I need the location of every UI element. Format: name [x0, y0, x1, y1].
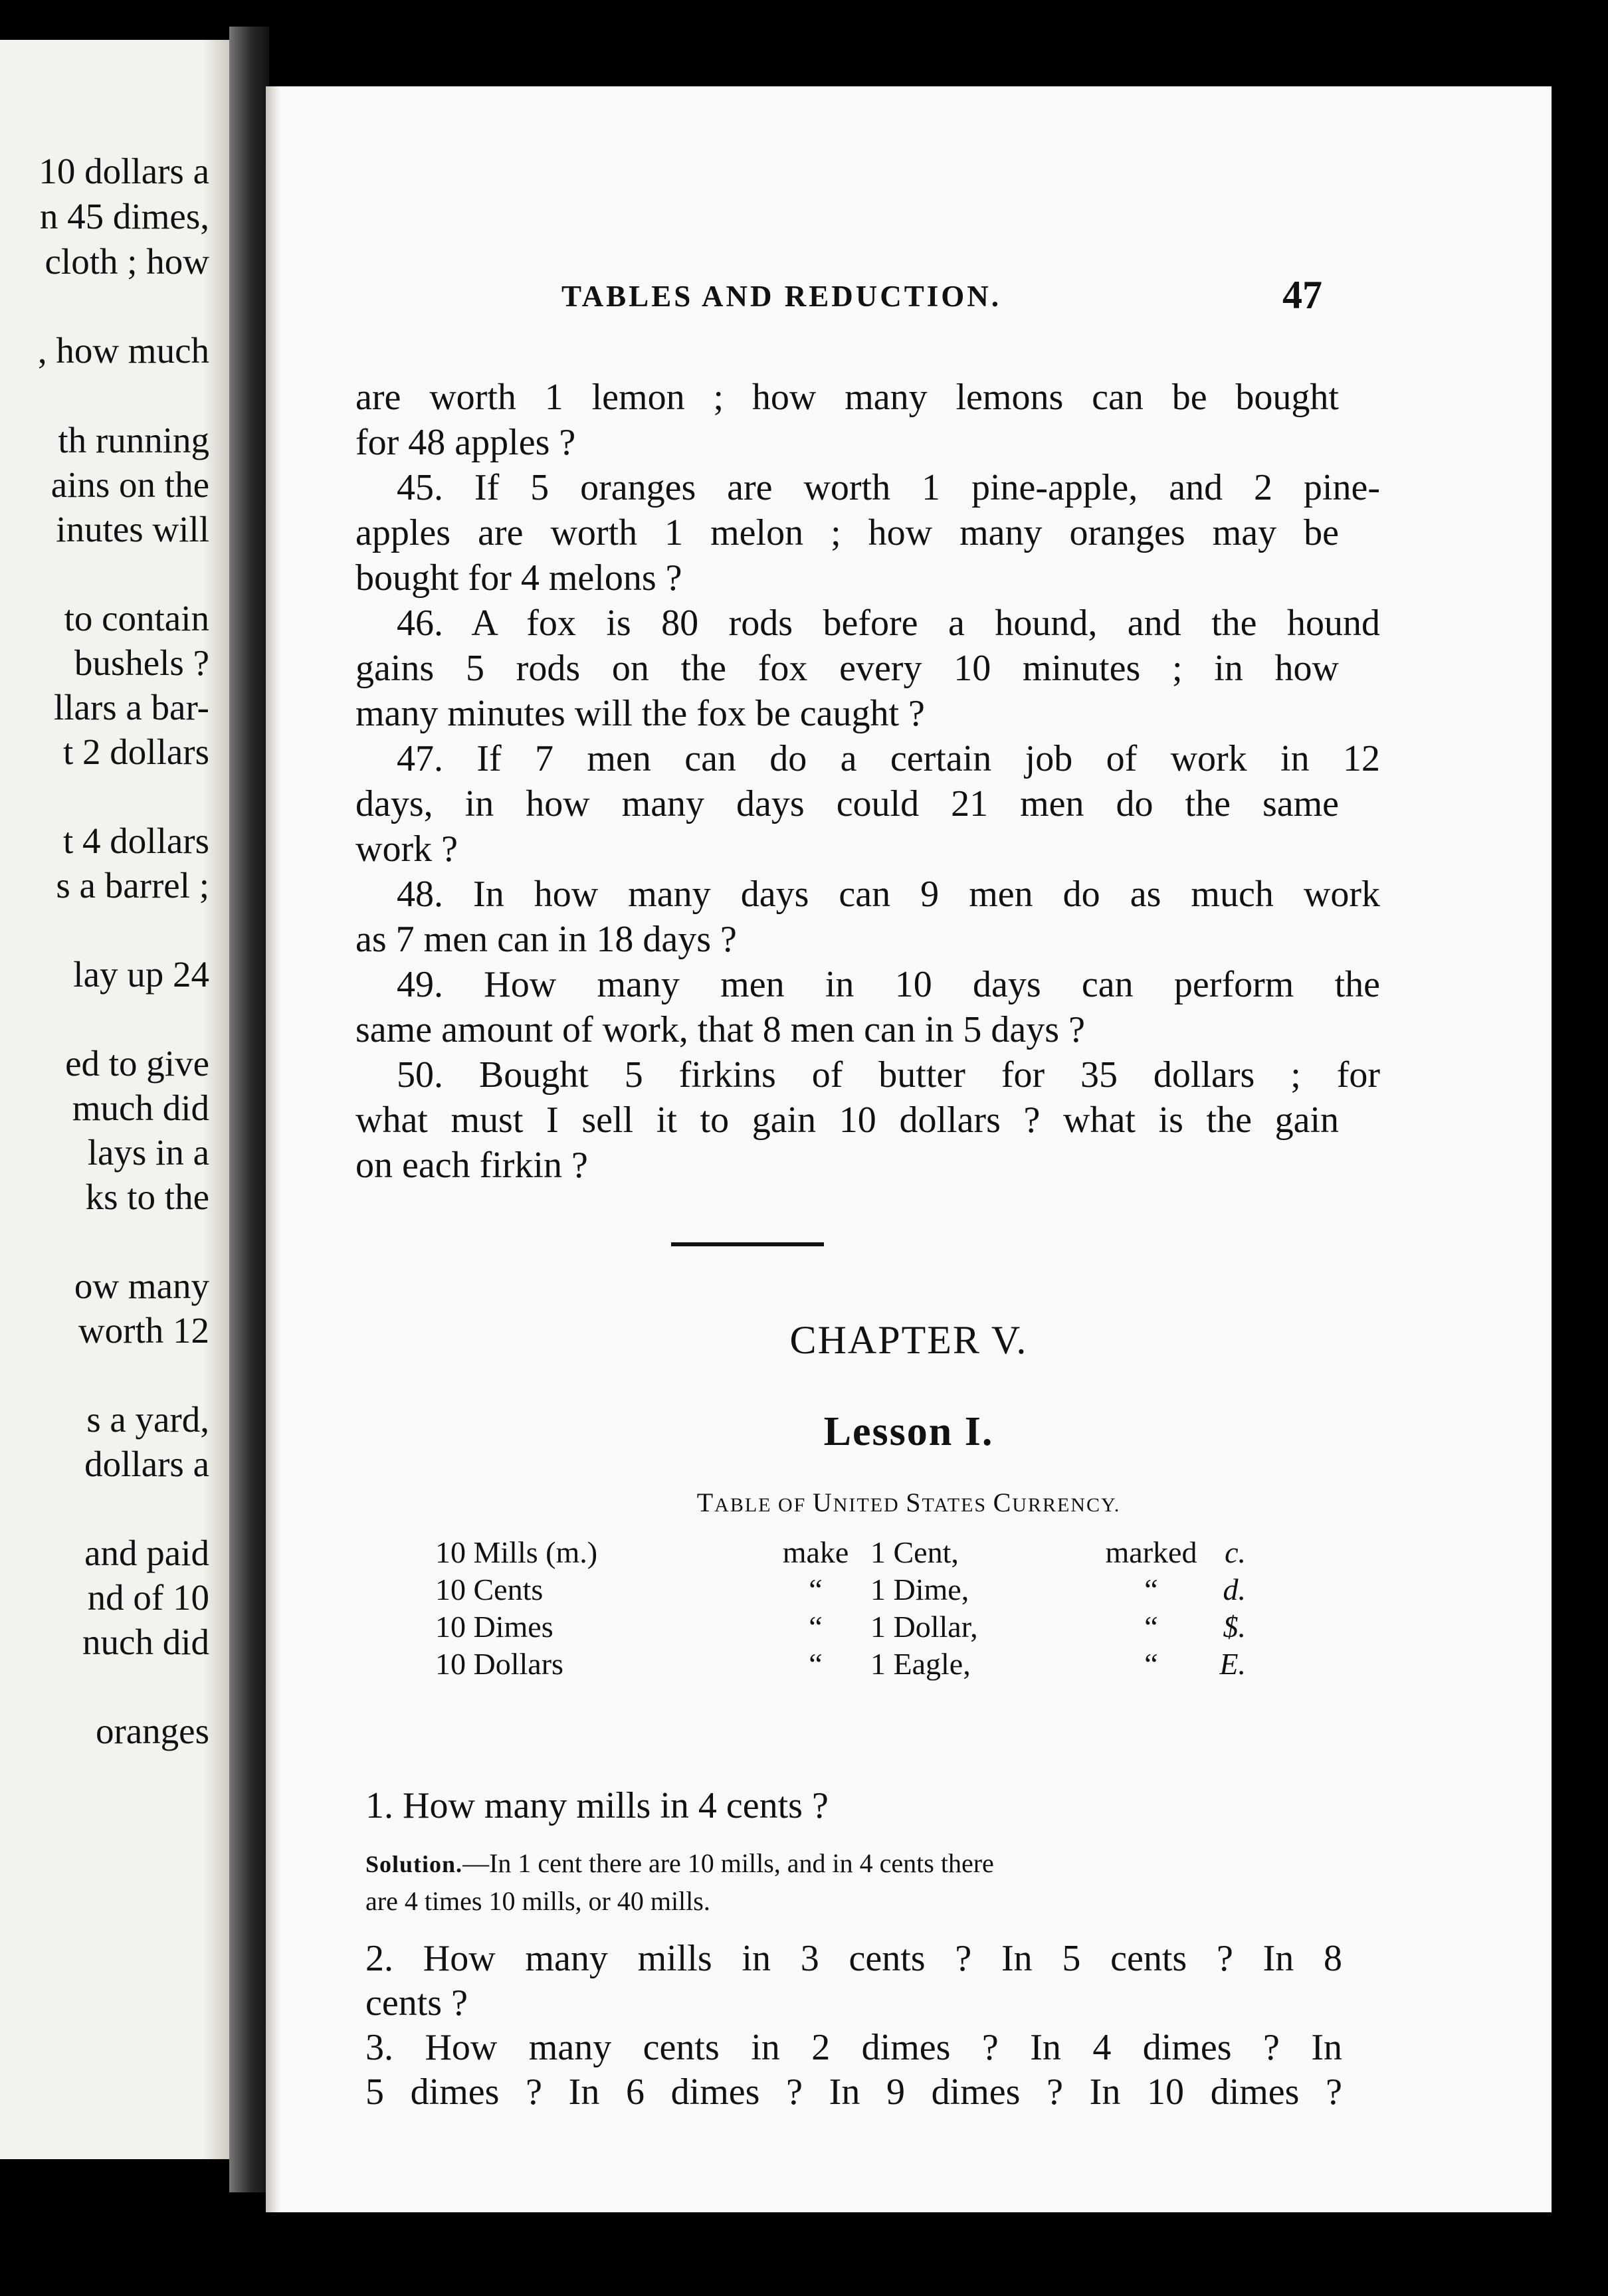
problem-line: are worth 1 lemon ; how many lemons can be bought [355, 377, 1339, 418]
currency-row [435, 1535, 1246, 1572]
exercise-question: 1. How many mills in 4 cents ? [365, 1785, 829, 1826]
problem-line: gains 5 rods on the fox every 10 minutes ; in how [355, 648, 1339, 689]
currency-row [435, 1609, 1246, 1646]
left-page-line: lay up 24 [73, 954, 209, 995]
left-page-line: t 2 dollars [63, 731, 209, 772]
problem-line: 47. If 7 men can do a certain job of work in 12 [397, 738, 1380, 779]
problem-line: work ? [355, 828, 458, 870]
currency-symbol: E. [1219, 1647, 1246, 1681]
currency-row [435, 1572, 1246, 1609]
exercise-question: 2. How many mills in 3 cents ? In 5 cents ? In 8 [365, 1938, 1342, 1979]
table-caption [266, 1487, 1552, 1518]
problem-line: 50. Bought 5 firkins of butter for 35 dollars ; for [397, 1054, 1380, 1096]
previous-page-fragment [0, 40, 229, 2159]
solution-label: Solution. [365, 1851, 463, 1877]
left-page-line: much did [72, 1088, 209, 1128]
page-edge-shadow [266, 86, 280, 2212]
left-page-line: inutes will [56, 509, 209, 549]
currency-equivalent: 1 Dollar, [870, 1610, 978, 1644]
solution-line: are 4 times 10 mills, or 40 mills. [365, 1886, 710, 1916]
problem-line: 46. A fox is 80 rods before a hound, and the hound [397, 603, 1380, 644]
left-page-line: to contain [64, 598, 209, 638]
left-page-line: s a yard, [86, 1399, 209, 1440]
page-number: 47 [1282, 273, 1322, 317]
left-page-line: cloth ; how [45, 241, 209, 282]
caption-smallcaps: URRENCY. [1012, 1494, 1121, 1516]
book-spine-shadow [229, 27, 269, 2192]
currency-equivalent: 1 Cent, [870, 1535, 959, 1569]
book-page [266, 86, 1552, 2212]
currency-amount: 10 Dimes [435, 1610, 553, 1644]
lesson-heading: Lesson I. [823, 1409, 994, 1454]
currency-verb: “ [809, 1647, 823, 1681]
left-page-line: nd of 10 [87, 1577, 209, 1618]
currency-symbol: $. [1223, 1610, 1246, 1644]
left-page-line: ks to the [85, 1177, 209, 1217]
problem-line: 45. If 5 oranges are worth 1 pine-apple, and 2 pine- [397, 467, 1380, 508]
exercise-question: cents ? [365, 1982, 468, 2024]
problem-line: days, in how many days could 21 men do the same [355, 783, 1339, 824]
problem-line: for 48 apples ? [355, 422, 576, 463]
caption-smallcaps: ABLE OF [714, 1494, 813, 1516]
caption-initial: U [812, 1487, 833, 1517]
problem-line: apples are worth 1 melon ; how many oranges may be [355, 512, 1339, 553]
left-page-line: lays in a [87, 1132, 209, 1173]
left-page-line: , how much [37, 330, 209, 371]
chapter-heading: CHAPTER V. [789, 1318, 1028, 1362]
left-page-line: dollars a [84, 1444, 209, 1484]
solution-text [365, 1850, 1346, 1877]
problem-line: on each firkin ? [355, 1145, 588, 1186]
left-page-line: and paid [84, 1533, 209, 1573]
currency-symbol: c. [1225, 1535, 1246, 1569]
problem-line: many minutes will the fox be caught ? [355, 693, 925, 734]
left-page-line: bushels ? [74, 642, 209, 683]
left-page-line: llars a bar- [53, 687, 209, 727]
currency-amount: 10 Dollars [435, 1647, 563, 1681]
left-page-line: worth 12 [78, 1310, 209, 1351]
caption-initial: S [906, 1487, 922, 1517]
currency-verb: make [782, 1535, 849, 1569]
currency-row [435, 1646, 1246, 1683]
left-page-line: nuch did [82, 1622, 209, 1662]
problem-line: as 7 men can in 18 days ? [355, 919, 737, 960]
left-page-line: 10 dollars a [39, 151, 209, 191]
currency-equivalent: 1 Dime, [870, 1573, 969, 1606]
currency-marked: “ [1144, 1647, 1158, 1681]
exercise-question: 3. How many cents in 2 dimes ? In 4 dimes ? In [365, 2027, 1342, 2068]
running-head: TABLES AND REDUCTION. [561, 280, 1002, 313]
exercise-question: 5 dimes ? In 6 dimes ? In 9 dimes ? In 10 dimes ? [365, 2071, 1342, 2113]
left-page-line: s a barrel ; [56, 865, 209, 906]
left-page-line: ains on the [50, 464, 209, 505]
left-page-line: ed to give [65, 1043, 209, 1084]
problem-line: 49. How many men in 10 days can perform the [397, 964, 1380, 1005]
caption-smallcaps: NITED [833, 1494, 906, 1516]
left-page-line: n 45 dimes, [39, 196, 209, 237]
currency-amount: 10 Cents [435, 1573, 544, 1606]
currency-verb: “ [809, 1610, 823, 1644]
problem-line: same amount of work, that 8 men can in 5 days ? [355, 1009, 1085, 1050]
currency-table [435, 1535, 1246, 1683]
caption-smallcaps: TATES [922, 1494, 993, 1516]
left-page-line: oranges [95, 1711, 209, 1751]
currency-marked: “ [1144, 1573, 1158, 1606]
caption-initial: T [696, 1487, 715, 1517]
currency-amount: 10 Mills (m.) [435, 1535, 598, 1569]
currency-verb: “ [809, 1573, 823, 1606]
solution-line: —In 1 cent there are 10 mills, and in 4 cents there [462, 1848, 994, 1878]
currency-equivalent: 1 Eagle, [870, 1647, 971, 1681]
problem-line: bought for 4 melons ? [355, 557, 682, 599]
problem-line: what must I sell it to gain 10 dollars ? what is the gain [355, 1100, 1339, 1141]
currency-marked: “ [1144, 1610, 1158, 1644]
currency-marked: marked [1105, 1535, 1197, 1569]
left-page-line: ow many [74, 1266, 209, 1306]
left-page-line: th running [58, 420, 209, 460]
caption-initial: C [993, 1487, 1013, 1517]
section-divider [671, 1242, 824, 1246]
problem-line: 48. In how many days can 9 men do as much work [397, 874, 1380, 915]
left-page-line: t 4 dollars [63, 820, 209, 861]
currency-symbol: d. [1223, 1573, 1246, 1606]
